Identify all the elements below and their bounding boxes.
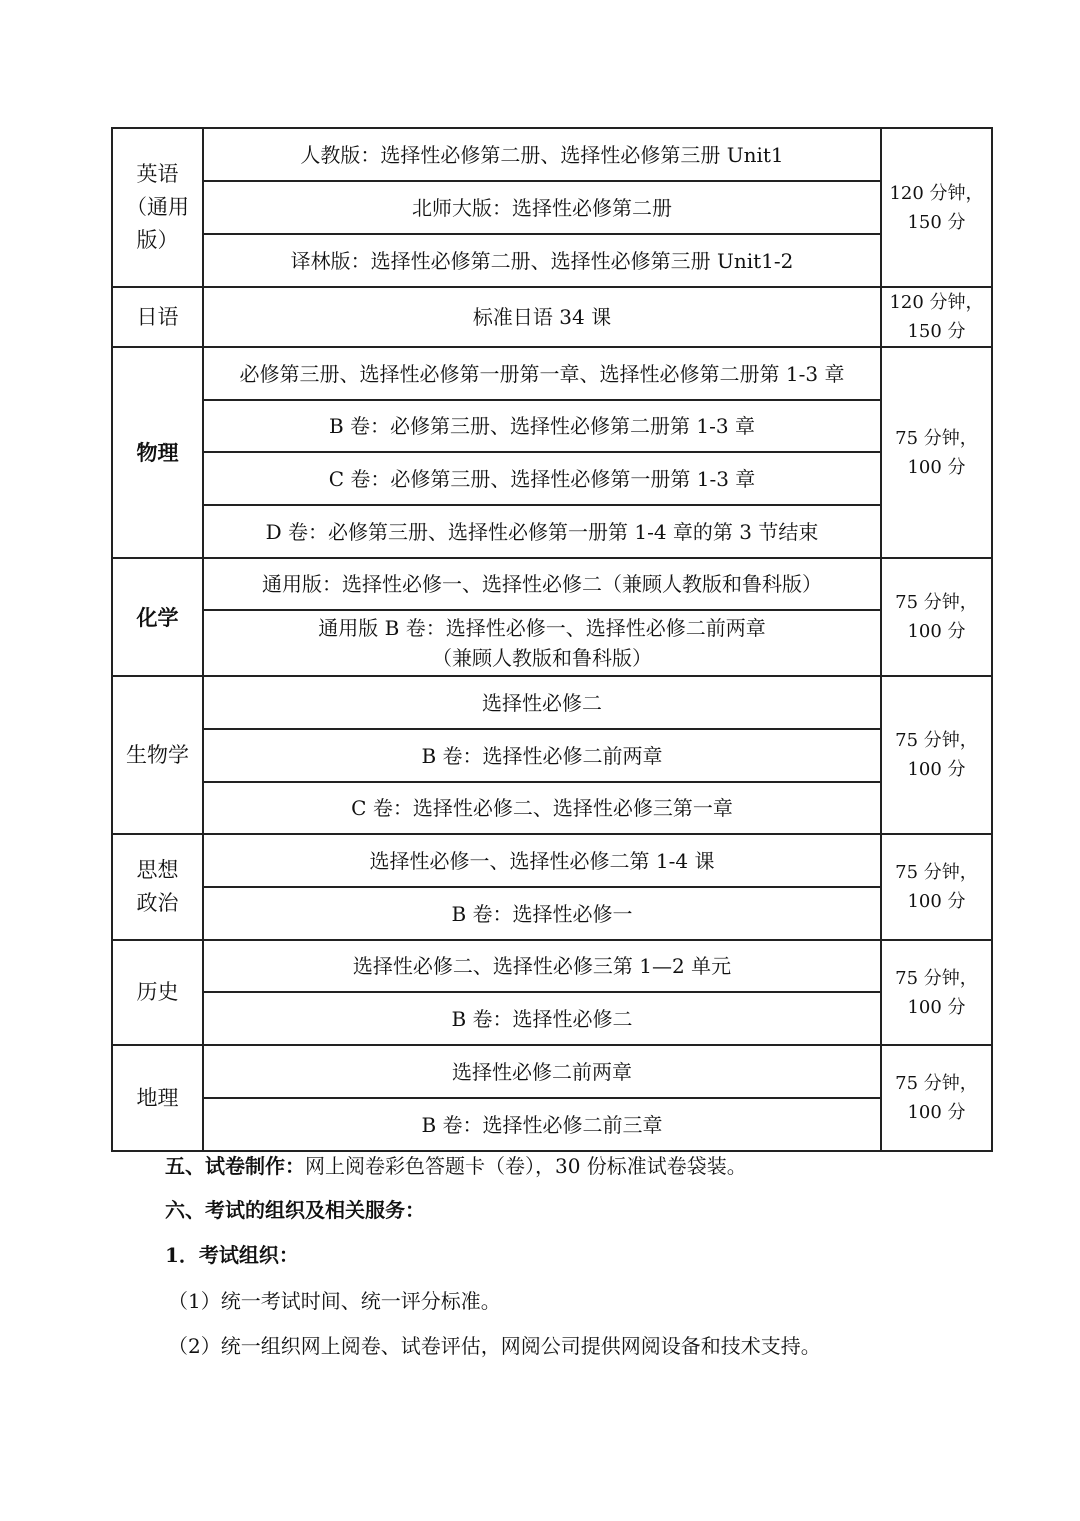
scope-cell: B 卷：选择性必修二 [203,992,881,1045]
score-text: 100 分 [907,891,966,912]
scope-cell: B 卷：必修第三册、选择性必修第二册第 1-3 章 [203,400,881,452]
subject-label: 版） [136,228,179,252]
scope-line: 通用版 B 卷：选择性必修一、选择性必修二前两章 [318,616,766,640]
scope-cell: C 卷：必修第三册、选择性必修第一册第 1-3 章 [203,452,881,505]
table-row [112,558,992,610]
subject-label: 思想 [136,858,179,882]
table-row [112,992,992,1045]
item-1-heading: 1．考试组织： [165,1243,299,1267]
scope-cell: 译林版：选择性必修第二册、选择性必修第三册 Unit1-2 [203,234,881,287]
scope-cell: 选择性必修二 [203,676,881,729]
duration-text: 75 分钟， [895,427,978,449]
section-heading: 五、试卷制作： [165,1154,305,1178]
subject-cell-japanese: 日语 [112,287,203,347]
table-row [112,181,992,234]
score-text: 100 分 [907,1102,966,1123]
scope-cell: B 卷：选择性必修二前三章 [203,1098,881,1151]
subject-cell-physics: 物理 [112,347,203,558]
score-text: 100 分 [907,456,966,478]
section-six-heading: 六、考试的组织及相关服务： [165,1198,425,1222]
score-text: 150 分 [907,211,966,233]
table-row [112,234,992,287]
table-row [112,128,992,181]
subject-cell-geography: 地理 [112,1045,203,1151]
section-text: 网上阅卷彩色答题卡（卷），30 份标准试卷袋装。 [305,1154,747,1178]
subject-cell-politics [112,834,203,940]
time-score-cell-geography [881,1045,992,1151]
table-row [112,347,992,400]
table-row [112,729,992,782]
score-text: 100 分 [907,621,966,642]
subject-label: 政治 [136,891,179,915]
time-score-cell-history [881,940,992,1045]
scope-cell: 标准日语 34 课 [203,287,881,347]
scope-cell [203,610,881,676]
subject-label: 英语 [136,162,179,186]
table-row [112,400,992,452]
time-score-cell-japanese [881,287,992,347]
table-row [112,782,992,834]
scope-cell: B 卷：选择性必修一 [203,887,881,940]
subject-cell-english [112,128,203,287]
duration-text: 75 分钟， [895,967,978,989]
table-row [112,940,992,992]
scope-cell: 选择性必修二前两章 [203,1045,881,1098]
time-score-cell-biology [881,676,992,834]
score-text: 150 分 [907,321,966,342]
table-row [112,452,992,505]
scope-cell: 选择性必修二、选择性必修三第 1—2 单元 [203,940,881,992]
scope-cell: 北师大版：选择性必修第二册 [203,181,881,234]
scope-line: （兼顾人教版和鲁科版） [432,646,652,670]
subject-label: （通用 [126,195,189,219]
table-row [112,505,992,558]
table-row [112,610,992,676]
scope-cell: 必修第三册、选择性必修第一册第一章、选择性必修第二册第 1-3 章 [203,347,881,400]
subject-cell-chemistry: 化学 [112,558,203,676]
scope-cell: 选择性必修一、选择性必修二第 1-4 课 [203,834,881,887]
scope-cell: B 卷：选择性必修二前两章 [203,729,881,782]
table-row [112,834,992,887]
item-1-1: （1）统一考试时间、统一评分标准。 [168,1289,501,1313]
duration-text: 75 分钟， [895,1073,978,1094]
table-row [112,287,992,347]
table-row [112,1098,992,1151]
scope-cell: 人教版：选择性必修第二册、选择性必修第三册 Unit1 [203,128,881,181]
time-score-cell-politics [881,834,992,940]
score-text: 100 分 [907,996,966,1018]
subject-cell-biology: 生物学 [112,676,203,834]
subject-cell-history: 历史 [112,940,203,1045]
exam-scope-table [111,127,993,1152]
duration-text: 75 分钟， [895,592,978,613]
scope-cell: C 卷：选择性必修二、选择性必修三第一章 [203,782,881,834]
time-score-cell-english [881,128,992,287]
duration-text: 75 分钟， [895,730,978,751]
table-row [112,676,992,729]
item-1-2: （2）统一组织网上阅卷、试卷评估，网阅公司提供网阅设备和技术支持。 [168,1334,821,1358]
time-score-cell-chemistry [881,558,992,676]
score-text: 100 分 [907,759,966,780]
scope-cell: 通用版：选择性必修一、选择性必修二（兼顾人教版和鲁科版） [203,558,881,610]
scope-cell: D 卷：必修第三册、选择性必修第一册第 1-4 章的第 3 节结束 [203,505,881,558]
duration-text: 75 分钟， [895,862,978,883]
time-score-cell-physics [881,347,992,558]
section-five [0,1151,1080,1181]
duration-text: 120 分钟， [889,182,984,204]
table-row [112,1045,992,1098]
table-row [112,887,992,940]
duration-text: 120 分钟， [889,292,984,313]
